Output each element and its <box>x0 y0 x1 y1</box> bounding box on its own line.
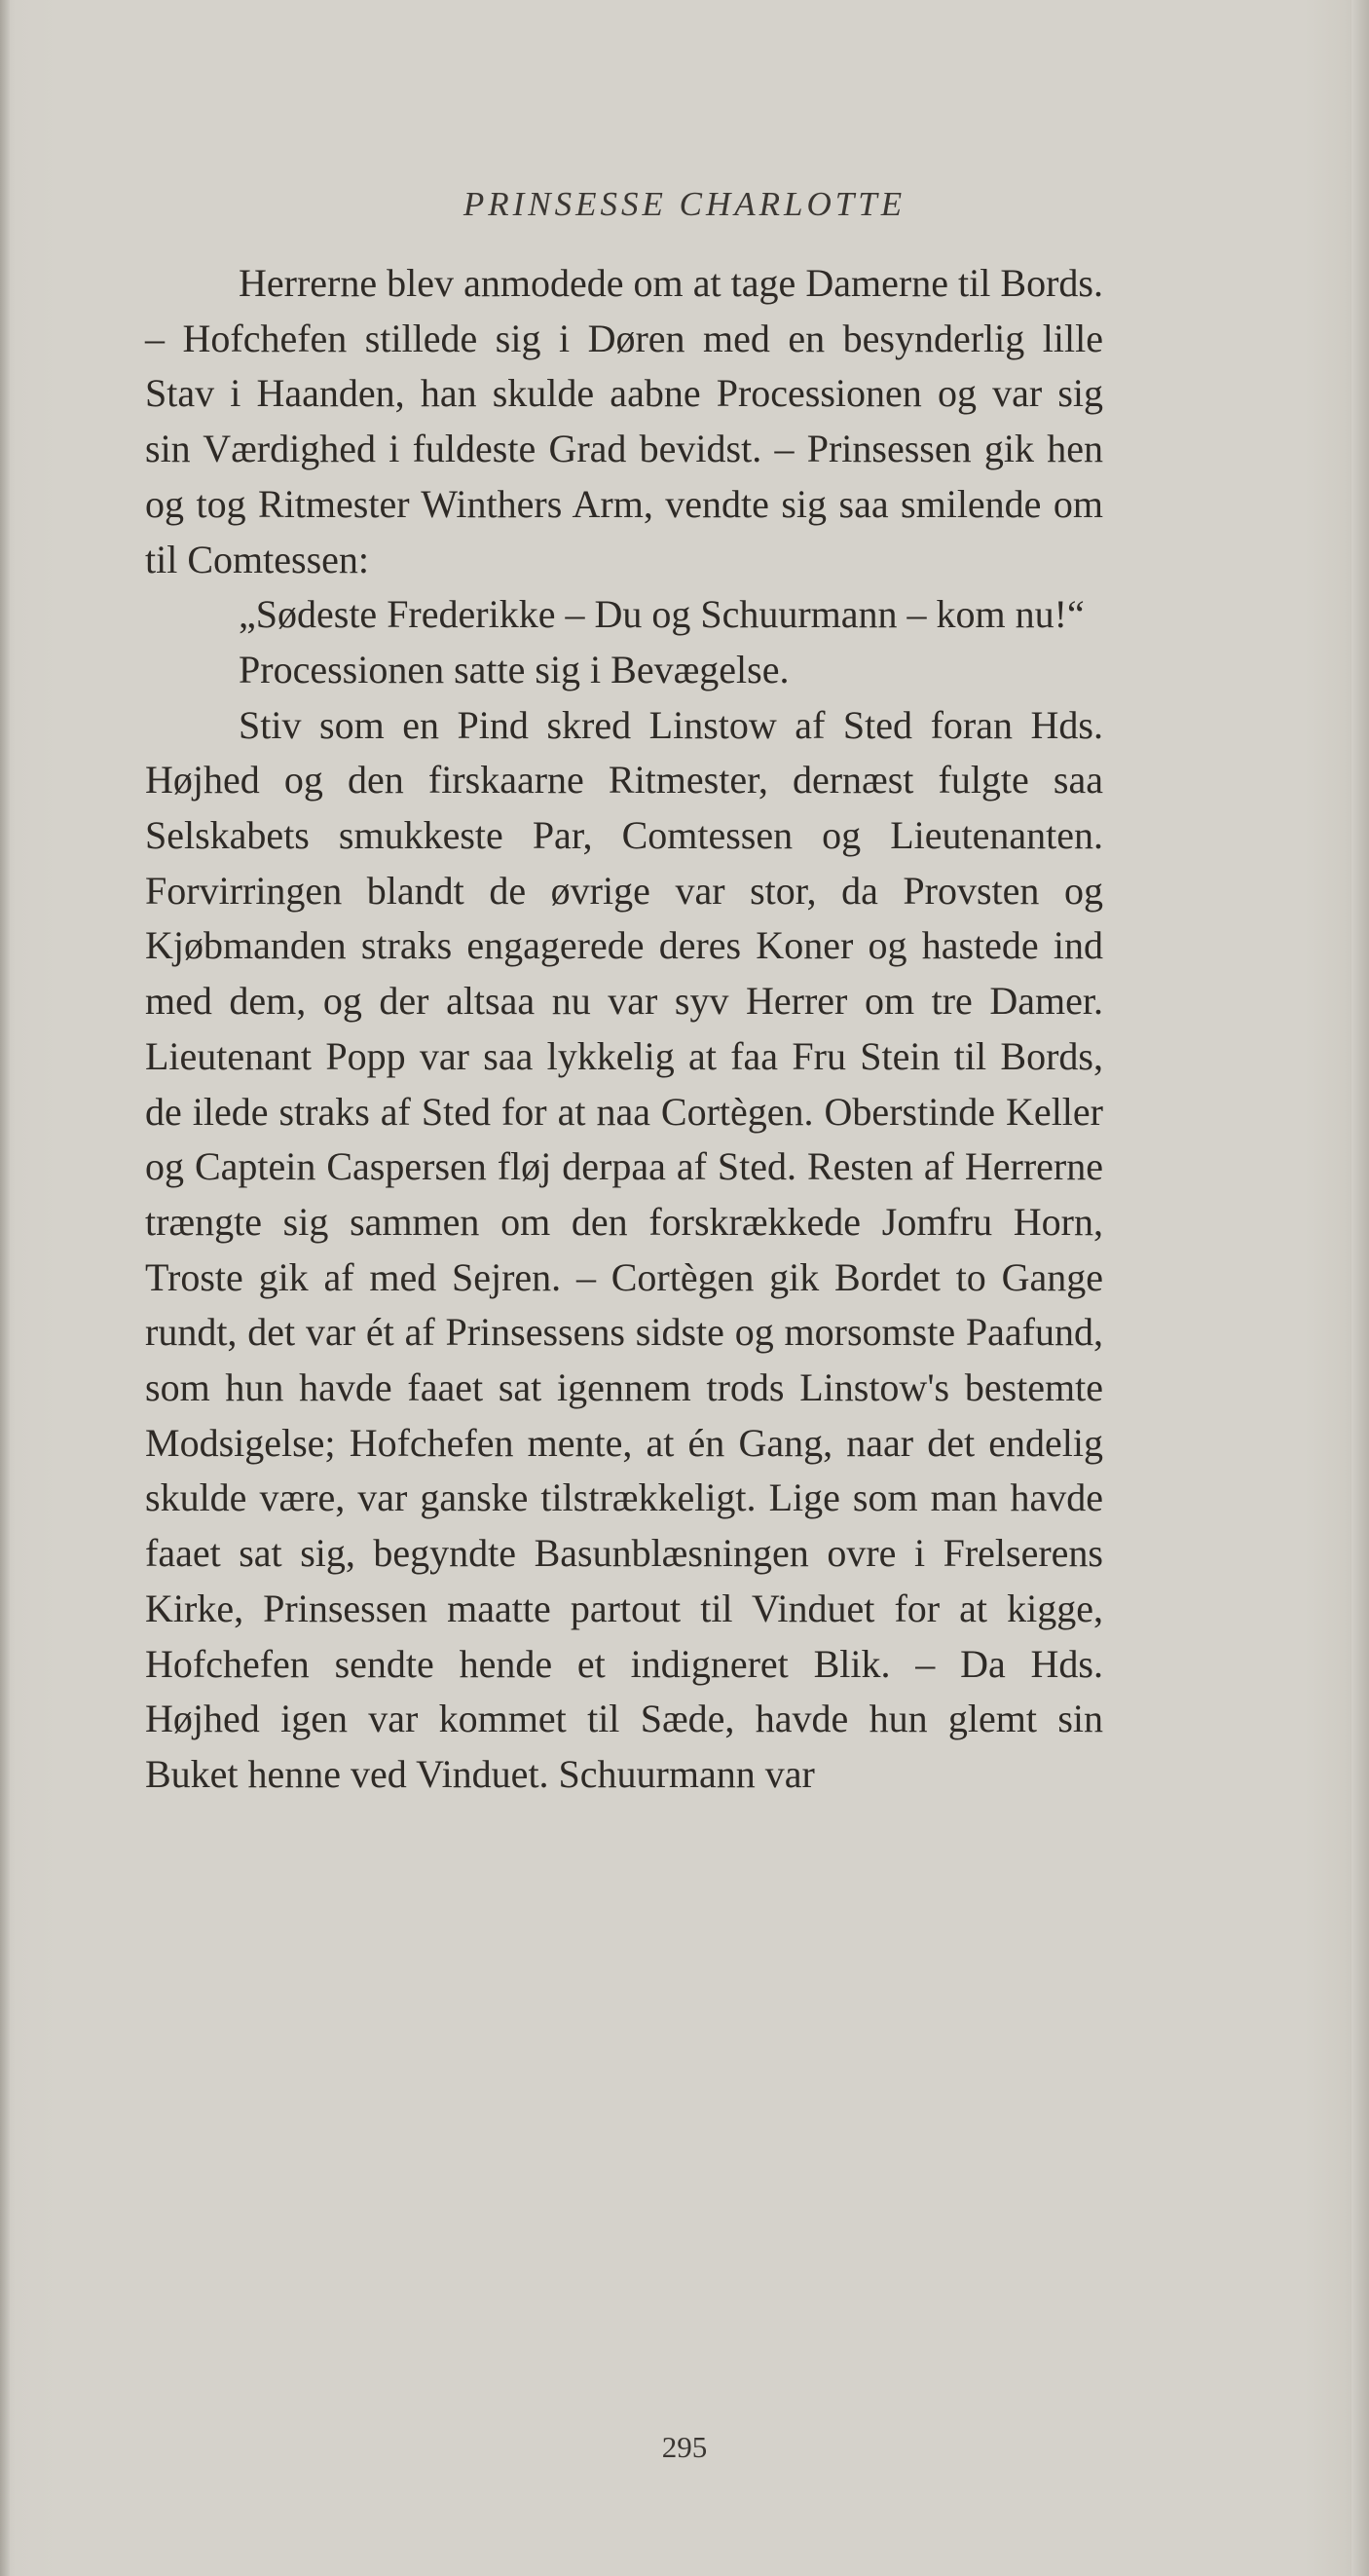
body-text <box>145 256 1103 1803</box>
running-head: PRINSESSE CHARLOTTE <box>462 185 906 223</box>
page-number: 295 <box>661 2430 708 2464</box>
page-edge-right <box>1351 0 1369 2576</box>
paragraph-2: „Sødeste Frederikke – Du og Schuurmann – kom nu!“ <box>239 592 1085 637</box>
paragraph-4: Stiv som en Pind skred Linstow af Sted foran Hds. Højhed og den firskaarne Ritmester, dernæst fulgte saa Selskabets smukkeste Par, Comtessen og Lieutenanten. Forvirringen blandt de øvrige var stor, da Provsten og Kjøbmanden straks engagerede deres Koner og hastede ind med dem, og der altsaa nu var syv Herrer om tre Damer. Lieutenant Popp var saa lykkelig at faa Fru Stein til Bords, de ilede straks af Sted for at naa Cortègen. Oberstinde Keller og Captein Caspersen fløj derpaa af Sted. Resten af Herrerne trængte sig sammen om den forskrækkede Jomfru Horn, Troste gik af med Sejren. – Cortègen gik Bordet to Gange rundt, det var ét af Prinsessens sidste og morsomste Paafund, som hun havde faaet sat igennem trods Linstow's bestemte Modsigelse; Hofchefen mente, at én Gang, naar det endelig skulde være, var ganske tilstrækkeligt. Lige som man havde faaet sat sig, begyndte Basunblæsningen ovre i Frelserens Kirke, Prinsessen maatte partout til Vinduet for at kigge, Hofchefen sendte hende et indigneret Blik. – Da Hds. Højhed igen var kommet til Sæde, havde hun glemt sin Buket henne ved Vinduet. Schuurmann var <box>145 702 1103 1796</box>
page-gutter-left <box>0 0 10 2576</box>
paragraph-1: Herrerne blev anmodede om at tage Damerne til Bords. – Hofchefen stillede sig i Døren med en besynderlig lille Stav i Haanden, han skulde aabne Processionen og var sig sin Værdighed i fuldeste Grad bevidst. – Prinsessen gik hen og tog Ritmester Winthers Arm, vendte sig saa smilende om til Comtessen: <box>145 261 1103 581</box>
paragraph-3: Processionen satte sig i Bevægelse. <box>239 647 790 691</box>
